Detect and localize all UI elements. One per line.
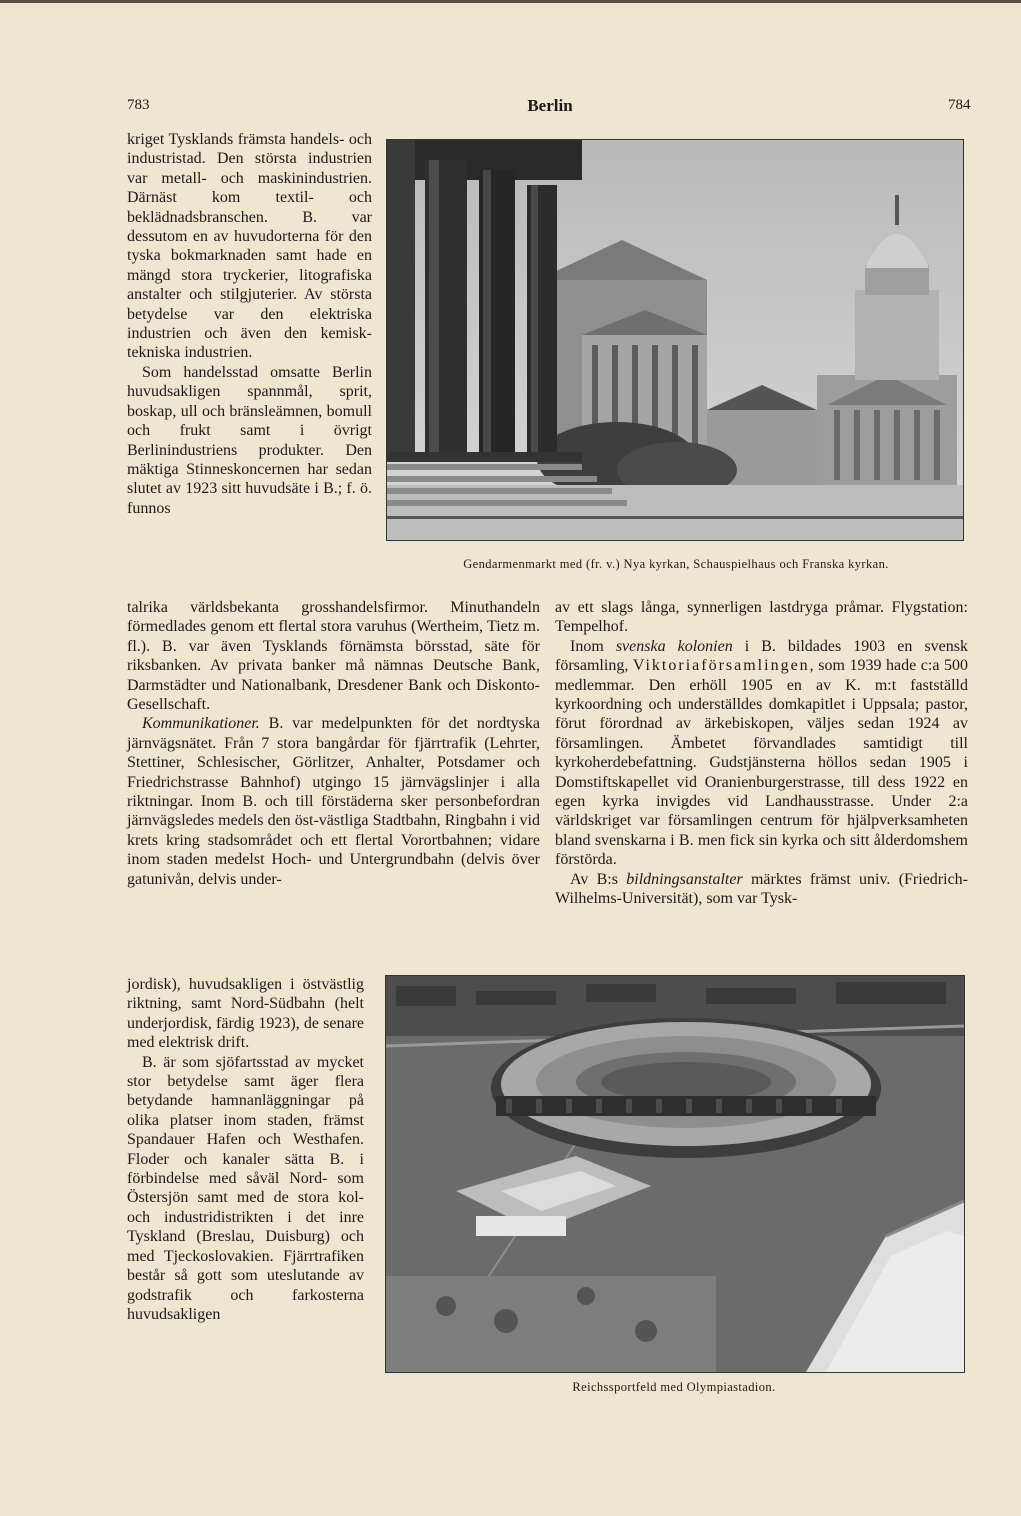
paragraph-industry: kriget Tysklands främsta handels- och industristad. Den största industrien var metall- och maskinindustrien. Därnäst kom textil- och beklädnadsbranschen. B. var dessutom en av huvudorterna för den tyska bokmarknaden samt hade en mängd stora tryckerier, litografiska anstalter och stilgjuterier. Av största betydelse var den elektriska industrien och även den kemisk-tekniska industrien. — [127, 131, 372, 362]
paragraph-barges: av ett slags långa, synnerligen lastdryga pråmar. Flygstation: Tempelhof. — [555, 599, 968, 636]
paragraph-education — [555, 870, 968, 909]
scan-top-edge — [0, 0, 1021, 3]
heading-kommunikationer: Kommunikationer. — [142, 715, 260, 733]
gendarmenmarkt-image — [387, 140, 963, 540]
colony-text-a: Inom — [570, 637, 616, 655]
text-block-mid-left — [127, 598, 540, 889]
paragraph-trade: Som handelsstad omsatte Berlin huvudsakligen spannmål, sprit, boskap, ull och bränsleämnen, bomull och frukt samt i övrigt Berlinindustriens produkter. Den mäktiga Stinneskoncernen har sedan slutet av 1923 sitt huvudsäte i B.; f. ö. funnos — [127, 363, 372, 517]
caption-gendarmenmarkt: Gendarmenmarkt med (fr. v.) Nya kyrkan, Schauspielhaus och Franska kyrkan. — [463, 557, 889, 571]
heading-svenska-kolonien: svenska kolonien — [615, 637, 733, 655]
parish-name: Viktoriaförsamlingen — [632, 657, 810, 675]
colony-text-b: i B. bildades 1903 en svensk församling, — [555, 637, 968, 675]
paragraph-wholesale: talrika världsbekanta grosshandelsfirmor. Minuthandeln förmedlades genom ett flertal stora varuhus (Wertheim, Tietz m. fl.). B. var även Tysklands förnämsta börsstad, säte för riksbanken. Av privata banker må nämnas Deutsche Bank, Darmstädter und Nationalbank, Dresdener Bank och Diskonto-Gesellschaft. — [127, 599, 540, 714]
paragraph-shipping: B. är som sjöfartsstad av mycket stor betydelse samt äger flera betydande hamnanläggningar på olika platser inom staden, främst Spandauer Hafen och Westhafen. Floder och kanaler sätta B. i förbindelse med såväl Nord- som Östersjön samt med de stora kol- och industridistrikten i det inre Tyskland (Breslau, Duisburg) och med Tjeckoslovakien. Fjärrtrafiken består så gott som uteslutande av godstrafik och farkosterna huvudsakligen — [127, 1053, 364, 1323]
left-page-number: 783 — [127, 97, 150, 113]
text-block-bottom-left — [127, 975, 364, 1324]
education-text-b: märktes främst univ. (Friedrich-Wilhelms-Universität), som var Tysk- — [555, 870, 968, 908]
education-text-a: Av B:s — [570, 870, 627, 888]
right-page-number: 784 — [948, 97, 971, 113]
olympiastadion-image — [386, 976, 964, 1372]
photo-reichssportfeld — [385, 975, 965, 1373]
paragraph-swedish-colony — [555, 637, 968, 870]
communications-text: B. var medelpunkten för det nordtyska järnvägsnätet. Från 7 stora bangårdar för fjärrtrafik (Lehrter, Stettiner, Schlesischer, Görlitzer, Anhalter, Potsdamer och Friedrichstrasse Bahnhof) utgingo 15 järnvägslinjer i alla riktningar. Inom B. och till förstäderna sker personbefordran järnvägsledes medels den öst-västliga Stadtbahn, Ringbahn i vid krets kring stadsområdet och ett flertal Vorortbahnen; vidare inom staden medelst Hoch- und Untergrundbahn (delvis över gatunivån, delvis under- — [127, 715, 540, 888]
photo-gendarmenmarkt — [386, 139, 964, 541]
colony-text-c: , som 1939 hade c:a 500 medlemmar. Den erhöll 1905 en av K. m:t fastställd kyrkoordning och underställdes domkapitlet i Uppsala; pastor, förut förordnad av ärkebiskopen, väljes sedan 1924 av församlingen. Ämbetet förvandlades samtidigt till kyrkoherdebefattning. Gudstjänsterna höllos sedan 1905 i Domstiftskapellet vid Oranienburgerstrasse, till dess 1922 en egen kyrka invigdes vid Landhausstrasse. Under 2:a världskriget var församlingen centrum för hjälpverksamheten bland svenskarna i B. men fick sin kyrka och sitt ålderdomshem förstörda. — [555, 657, 968, 869]
heading-bildningsanstalter: bildningsanstalter — [626, 870, 743, 888]
caption-reichssportfeld: Reichssportfeld med Olympiastadion. — [572, 1380, 776, 1394]
paragraph-communications — [127, 714, 540, 889]
paragraph-underground: jordisk), huvudsakligen i östvästlig riktning, samt Nord-Südbahn (helt underjordisk, färdig 1923), de senare med elektrisk drift. — [127, 976, 364, 1052]
text-block-mid-right — [555, 598, 968, 909]
running-title: Berlin — [527, 96, 573, 115]
text-block-top-left — [127, 130, 372, 518]
